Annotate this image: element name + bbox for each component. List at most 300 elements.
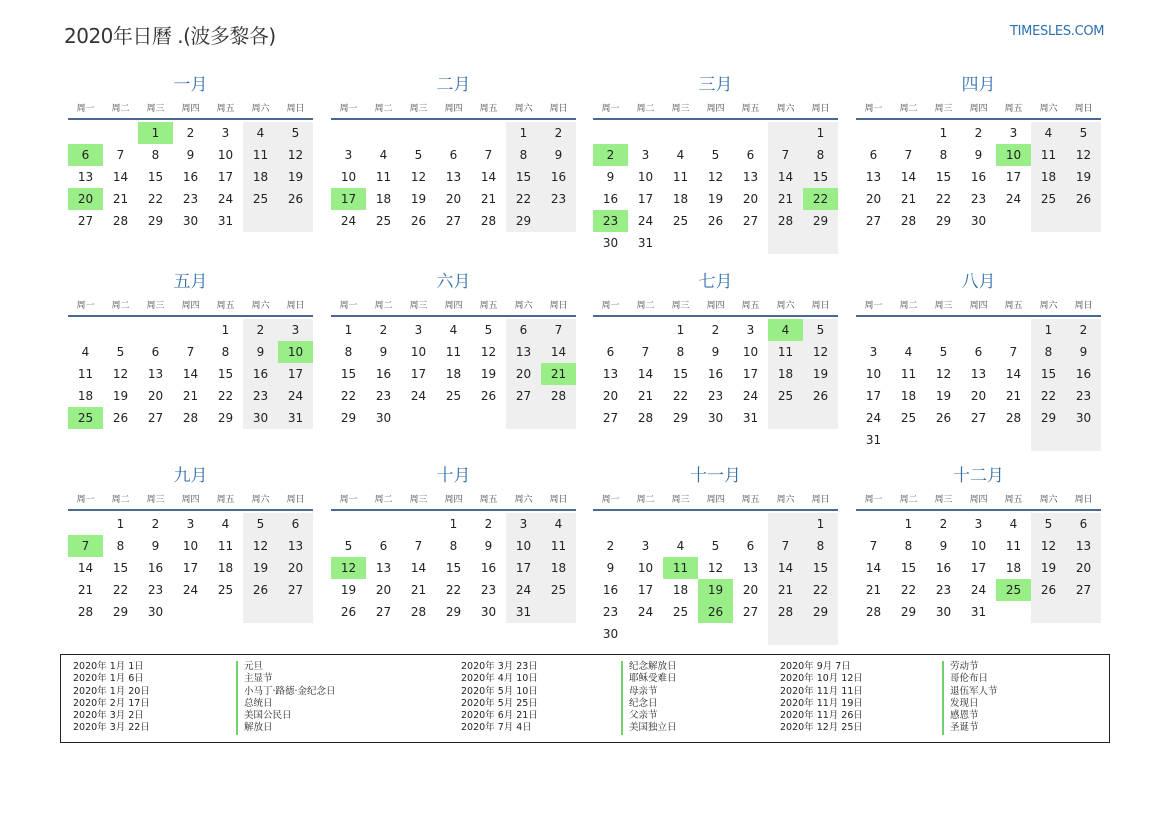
- day-cell[interactable]: 11: [375, 170, 392, 184]
- day-cell[interactable]: 28: [1005, 411, 1022, 425]
- day-cell[interactable]: 28: [768, 601, 803, 623]
- day-cell[interactable]: 23: [480, 583, 497, 597]
- day-cell[interactable]: 28: [182, 411, 199, 425]
- day-cell[interactable]: 16: [707, 367, 724, 381]
- day-cell[interactable]: 25: [68, 407, 103, 429]
- day-cell[interactable]: 17: [506, 557, 541, 579]
- day-cell[interactable]: 9: [541, 144, 576, 166]
- day-cell[interactable]: 24: [1005, 192, 1022, 206]
- day-cell[interactable]: 14: [865, 561, 882, 575]
- day-cell[interactable]: 24: [278, 385, 313, 407]
- day-cell[interactable]: 29: [1031, 407, 1066, 429]
- day-cell[interactable]: 3: [278, 319, 313, 341]
- day-cell[interactable]: 12: [803, 341, 838, 363]
- day-cell[interactable]: 16: [541, 166, 576, 188]
- day-cell[interactable]: 18: [541, 557, 576, 579]
- day-cell[interactable]: 30: [480, 605, 497, 619]
- day-cell[interactable]: 5: [1066, 122, 1101, 144]
- day-cell[interactable]: 10: [278, 341, 313, 363]
- day-cell[interactable]: 28: [865, 605, 882, 619]
- day-cell[interactable]: 27: [506, 385, 541, 407]
- day-cell[interactable]: 13: [1066, 535, 1101, 557]
- day-cell[interactable]: 2: [243, 319, 278, 341]
- day-cell[interactable]: 26: [707, 214, 724, 228]
- day-cell[interactable]: 18: [217, 561, 234, 575]
- day-cell[interactable]: 22: [1031, 385, 1066, 407]
- day-cell[interactable]: 18: [900, 389, 917, 403]
- day-cell[interactable]: 28: [410, 605, 427, 619]
- day-cell[interactable]: 19: [278, 166, 313, 188]
- day-cell[interactable]: 25: [541, 579, 576, 601]
- day-cell[interactable]: 25: [900, 411, 917, 425]
- day-cell[interactable]: 27: [375, 605, 392, 619]
- day-cell[interactable]: 6: [746, 148, 755, 162]
- day-cell[interactable]: 16: [375, 367, 392, 381]
- day-cell[interactable]: 5: [414, 148, 423, 162]
- day-cell[interactable]: 16: [602, 192, 619, 206]
- day-cell[interactable]: 10: [865, 367, 882, 381]
- day-cell[interactable]: 4: [221, 517, 230, 531]
- day-cell[interactable]: 28: [768, 210, 803, 232]
- day-cell[interactable]: 21: [1005, 389, 1022, 403]
- day-cell[interactable]: 11: [217, 539, 234, 553]
- day-cell[interactable]: 22: [445, 583, 462, 597]
- day-cell[interactable]: 15: [506, 166, 541, 188]
- day-cell[interactable]: 15: [935, 170, 952, 184]
- day-cell[interactable]: 9: [151, 539, 160, 553]
- day-cell[interactable]: 8: [506, 144, 541, 166]
- day-cell[interactable]: 1: [116, 517, 125, 531]
- day-cell[interactable]: 17: [970, 561, 987, 575]
- day-cell[interactable]: 5: [803, 319, 838, 341]
- day-cell[interactable]: 14: [768, 557, 803, 579]
- day-cell[interactable]: 20: [602, 389, 619, 403]
- day-cell[interactable]: 16: [1066, 363, 1101, 385]
- day-cell[interactable]: 13: [278, 535, 313, 557]
- day-cell[interactable]: 19: [1031, 557, 1066, 579]
- day-cell[interactable]: 15: [672, 367, 689, 381]
- day-cell[interactable]: 1: [803, 122, 838, 144]
- day-cell[interactable]: 12: [1031, 535, 1066, 557]
- day-cell[interactable]: 21: [480, 192, 497, 206]
- day-cell[interactable]: 15: [803, 166, 838, 188]
- day-cell[interactable]: 18: [445, 367, 462, 381]
- day-cell[interactable]: 6: [151, 345, 160, 359]
- day-cell[interactable]: 4: [81, 345, 90, 359]
- day-cell[interactable]: 14: [480, 170, 497, 184]
- day-cell[interactable]: 5: [711, 148, 720, 162]
- day-cell[interactable]: 4: [768, 319, 803, 341]
- day-cell[interactable]: 10: [742, 345, 759, 359]
- day-cell[interactable]: 3: [974, 517, 983, 531]
- day-cell[interactable]: 12: [707, 561, 724, 575]
- day-cell[interactable]: 9: [243, 341, 278, 363]
- day-cell[interactable]: 26: [803, 385, 838, 407]
- day-cell[interactable]: 3: [414, 323, 423, 337]
- day-cell[interactable]: 1: [221, 323, 230, 337]
- day-cell[interactable]: 2: [186, 126, 195, 140]
- day-cell[interactable]: 5: [484, 323, 493, 337]
- day-cell[interactable]: 6: [869, 148, 878, 162]
- day-cell[interactable]: 6: [974, 345, 983, 359]
- day-cell[interactable]: 21: [900, 192, 917, 206]
- day-cell[interactable]: 10: [340, 170, 357, 184]
- day-cell[interactable]: 30: [602, 627, 619, 641]
- day-cell[interactable]: 12: [243, 535, 278, 557]
- day-cell[interactable]: 11: [541, 535, 576, 557]
- day-cell[interactable]: 4: [676, 148, 685, 162]
- day-cell[interactable]: 13: [147, 367, 164, 381]
- day-cell[interactable]: 27: [742, 605, 759, 619]
- day-cell[interactable]: 17: [217, 170, 234, 184]
- day-cell[interactable]: 26: [698, 601, 733, 623]
- day-cell[interactable]: 25: [672, 214, 689, 228]
- day-cell[interactable]: 25: [768, 385, 803, 407]
- day-cell[interactable]: 29: [672, 411, 689, 425]
- day-cell[interactable]: 7: [641, 345, 650, 359]
- day-cell[interactable]: 31: [506, 601, 541, 623]
- day-cell[interactable]: 21: [77, 583, 94, 597]
- day-cell[interactable]: 20: [742, 192, 759, 206]
- day-cell[interactable]: 19: [698, 579, 733, 601]
- day-cell[interactable]: 2: [939, 517, 948, 531]
- day-cell[interactable]: 19: [935, 389, 952, 403]
- day-cell[interactable]: 28: [77, 605, 94, 619]
- day-cell[interactable]: 20: [68, 188, 103, 210]
- day-cell[interactable]: 24: [506, 579, 541, 601]
- day-cell[interactable]: 16: [970, 170, 987, 184]
- day-cell[interactable]: 31: [278, 407, 313, 429]
- day-cell[interactable]: 27: [970, 411, 987, 425]
- day-cell[interactable]: 24: [637, 605, 654, 619]
- day-cell[interactable]: 26: [112, 411, 129, 425]
- day-cell[interactable]: 13: [445, 170, 462, 184]
- day-cell[interactable]: 16: [602, 583, 619, 597]
- day-cell[interactable]: 25: [996, 579, 1031, 601]
- day-cell[interactable]: 14: [182, 367, 199, 381]
- day-cell[interactable]: 23: [147, 583, 164, 597]
- day-cell[interactable]: 15: [147, 170, 164, 184]
- day-cell[interactable]: 15: [1031, 363, 1066, 385]
- day-cell[interactable]: 30: [182, 214, 199, 228]
- day-cell[interactable]: 7: [484, 148, 493, 162]
- day-cell[interactable]: 15: [900, 561, 917, 575]
- day-cell[interactable]: 11: [243, 144, 278, 166]
- day-cell[interactable]: 27: [742, 214, 759, 228]
- day-cell[interactable]: 19: [112, 389, 129, 403]
- day-cell[interactable]: 20: [742, 583, 759, 597]
- day-cell[interactable]: 14: [541, 341, 576, 363]
- day-cell[interactable]: 4: [243, 122, 278, 144]
- day-cell[interactable]: 18: [1031, 166, 1066, 188]
- day-cell[interactable]: 20: [147, 389, 164, 403]
- day-cell[interactable]: 26: [480, 389, 497, 403]
- day-cell[interactable]: 13: [77, 170, 94, 184]
- day-cell[interactable]: 16: [935, 561, 952, 575]
- day-cell[interactable]: 2: [379, 323, 388, 337]
- day-cell[interactable]: 7: [186, 345, 195, 359]
- day-cell[interactable]: 22: [217, 389, 234, 403]
- day-cell[interactable]: 9: [484, 539, 493, 553]
- day-cell[interactable]: 3: [641, 539, 650, 553]
- day-cell[interactable]: 7: [68, 535, 103, 557]
- day-cell[interactable]: 9: [186, 148, 195, 162]
- day-cell[interactable]: 22: [340, 389, 357, 403]
- day-cell[interactable]: 8: [803, 535, 838, 557]
- day-cell[interactable]: 5: [243, 513, 278, 535]
- day-cell[interactable]: 12: [935, 367, 952, 381]
- day-cell[interactable]: 14: [900, 170, 917, 184]
- day-cell[interactable]: 21: [865, 583, 882, 597]
- day-cell[interactable]: 29: [445, 605, 462, 619]
- day-cell[interactable]: 7: [1009, 345, 1018, 359]
- day-cell[interactable]: 10: [217, 148, 234, 162]
- day-cell[interactable]: 15: [445, 561, 462, 575]
- day-cell[interactable]: 28: [480, 214, 497, 228]
- day-cell[interactable]: 27: [77, 214, 94, 228]
- day-cell[interactable]: 18: [672, 192, 689, 206]
- day-cell[interactable]: 23: [593, 210, 628, 232]
- day-cell[interactable]: 2: [974, 126, 983, 140]
- day-cell[interactable]: 8: [116, 539, 125, 553]
- day-cell[interactable]: 30: [1066, 407, 1101, 429]
- day-cell[interactable]: 9: [379, 345, 388, 359]
- day-cell[interactable]: 15: [217, 367, 234, 381]
- day-cell[interactable]: 3: [869, 345, 878, 359]
- day-cell[interactable]: 24: [865, 411, 882, 425]
- day-cell[interactable]: 1: [676, 323, 685, 337]
- day-cell[interactable]: 22: [900, 583, 917, 597]
- day-cell[interactable]: 11: [77, 367, 94, 381]
- day-cell[interactable]: 22: [672, 389, 689, 403]
- day-cell[interactable]: 2: [606, 539, 615, 553]
- day-cell[interactable]: 24: [970, 583, 987, 597]
- day-cell[interactable]: 18: [77, 389, 94, 403]
- day-cell[interactable]: 14: [77, 561, 94, 575]
- day-cell[interactable]: 10: [506, 535, 541, 557]
- day-cell[interactable]: 20: [278, 557, 313, 579]
- day-cell[interactable]: 29: [217, 411, 234, 425]
- day-cell[interactable]: 19: [480, 367, 497, 381]
- day-cell[interactable]: 13: [506, 341, 541, 363]
- day-cell[interactable]: 8: [939, 148, 948, 162]
- day-cell[interactable]: 2: [593, 144, 628, 166]
- day-cell[interactable]: 26: [410, 214, 427, 228]
- day-cell[interactable]: 7: [414, 539, 423, 553]
- day-cell[interactable]: 17: [637, 192, 654, 206]
- day-cell[interactable]: 17: [1005, 170, 1022, 184]
- day-cell[interactable]: 5: [278, 122, 313, 144]
- day-cell[interactable]: 26: [1031, 579, 1066, 601]
- day-cell[interactable]: 21: [112, 192, 129, 206]
- day-cell[interactable]: 26: [243, 579, 278, 601]
- day-cell[interactable]: 15: [112, 561, 129, 575]
- day-cell[interactable]: 18: [375, 192, 392, 206]
- day-cell[interactable]: 3: [506, 513, 541, 535]
- day-cell[interactable]: 22: [935, 192, 952, 206]
- day-cell[interactable]: 8: [449, 539, 458, 553]
- day-cell[interactable]: 6: [278, 513, 313, 535]
- day-cell[interactable]: 1: [939, 126, 948, 140]
- day-cell[interactable]: 29: [506, 210, 541, 232]
- day-cell[interactable]: 2: [151, 517, 160, 531]
- day-cell[interactable]: 7: [904, 148, 913, 162]
- day-cell[interactable]: 29: [935, 214, 952, 228]
- day-cell[interactable]: 10: [182, 539, 199, 553]
- day-cell[interactable]: 4: [379, 148, 388, 162]
- day-cell[interactable]: 29: [900, 605, 917, 619]
- day-cell[interactable]: 23: [182, 192, 199, 206]
- day-cell[interactable]: 4: [541, 513, 576, 535]
- day-cell[interactable]: 11: [1005, 539, 1022, 553]
- day-cell[interactable]: 25: [672, 605, 689, 619]
- day-cell[interactable]: 22: [803, 188, 838, 210]
- day-cell[interactable]: 23: [243, 385, 278, 407]
- day-cell[interactable]: 8: [221, 345, 230, 359]
- day-cell[interactable]: 27: [147, 411, 164, 425]
- day-cell[interactable]: 11: [768, 341, 803, 363]
- day-cell[interactable]: 4: [904, 345, 913, 359]
- day-cell[interactable]: 20: [865, 192, 882, 206]
- day-cell[interactable]: 9: [974, 148, 983, 162]
- day-cell[interactable]: 18: [672, 583, 689, 597]
- day-cell[interactable]: 11: [672, 170, 689, 184]
- day-cell[interactable]: 31: [637, 236, 654, 250]
- day-cell[interactable]: 23: [935, 583, 952, 597]
- day-cell[interactable]: 30: [375, 411, 392, 425]
- day-cell[interactable]: 3: [1009, 126, 1018, 140]
- day-cell[interactable]: 10: [637, 561, 654, 575]
- day-cell[interactable]: 9: [1066, 341, 1101, 363]
- day-cell[interactable]: 26: [1066, 188, 1101, 210]
- day-cell[interactable]: 19: [410, 192, 427, 206]
- day-cell[interactable]: 3: [344, 148, 353, 162]
- day-cell[interactable]: 8: [344, 345, 353, 359]
- day-cell[interactable]: 6: [68, 144, 103, 166]
- day-cell[interactable]: 6: [506, 319, 541, 341]
- day-cell[interactable]: 10: [410, 345, 427, 359]
- day-cell[interactable]: 1: [1031, 319, 1066, 341]
- day-cell[interactable]: 26: [278, 188, 313, 210]
- day-cell[interactable]: 17: [182, 561, 199, 575]
- site-link[interactable]: TIMESLES.COM: [1010, 24, 1105, 39]
- day-cell[interactable]: 30: [935, 605, 952, 619]
- day-cell[interactable]: 8: [151, 148, 160, 162]
- day-cell[interactable]: 19: [803, 363, 838, 385]
- day-cell[interactable]: 7: [768, 535, 803, 557]
- day-cell[interactable]: 31: [970, 605, 987, 619]
- day-cell[interactable]: 1: [803, 513, 838, 535]
- day-cell[interactable]: 13: [602, 367, 619, 381]
- day-cell[interactable]: 28: [900, 214, 917, 228]
- day-cell[interactable]: 29: [803, 210, 838, 232]
- day-cell[interactable]: 23: [970, 192, 987, 206]
- day-cell[interactable]: 24: [217, 192, 234, 206]
- day-cell[interactable]: 30: [147, 605, 164, 619]
- day-cell[interactable]: 30: [602, 236, 619, 250]
- day-cell[interactable]: 5: [344, 539, 353, 553]
- day-cell[interactable]: 7: [116, 148, 125, 162]
- day-cell[interactable]: 27: [865, 214, 882, 228]
- day-cell[interactable]: 9: [606, 561, 615, 575]
- day-cell[interactable]: 24: [742, 389, 759, 403]
- day-cell[interactable]: 21: [637, 389, 654, 403]
- day-cell[interactable]: 14: [1005, 367, 1022, 381]
- day-cell[interactable]: 9: [606, 170, 615, 184]
- day-cell[interactable]: 11: [445, 345, 462, 359]
- day-cell[interactable]: 23: [541, 188, 576, 210]
- day-cell[interactable]: 30: [243, 407, 278, 429]
- day-cell[interactable]: 3: [746, 323, 755, 337]
- day-cell[interactable]: 4: [449, 323, 458, 337]
- day-cell[interactable]: 22: [147, 192, 164, 206]
- day-cell[interactable]: 14: [637, 367, 654, 381]
- day-cell[interactable]: 12: [480, 345, 497, 359]
- day-cell[interactable]: 25: [375, 214, 392, 228]
- day-cell[interactable]: 24: [182, 583, 199, 597]
- day-cell[interactable]: 5: [939, 345, 948, 359]
- day-cell[interactable]: 17: [865, 389, 882, 403]
- day-cell[interactable]: 23: [602, 605, 619, 619]
- day-cell[interactable]: 8: [904, 539, 913, 553]
- day-cell[interactable]: 12: [112, 367, 129, 381]
- day-cell[interactable]: 6: [1066, 513, 1101, 535]
- day-cell[interactable]: 23: [375, 389, 392, 403]
- day-cell[interactable]: 20: [506, 363, 541, 385]
- day-cell[interactable]: 16: [243, 363, 278, 385]
- day-cell[interactable]: 25: [1031, 188, 1066, 210]
- day-cell[interactable]: 20: [1066, 557, 1101, 579]
- day-cell[interactable]: 2: [711, 323, 720, 337]
- day-cell[interactable]: 21: [182, 389, 199, 403]
- day-cell[interactable]: 29: [803, 601, 838, 623]
- day-cell[interactable]: 22: [803, 579, 838, 601]
- day-cell[interactable]: 20: [445, 192, 462, 206]
- day-cell[interactable]: 11: [1031, 144, 1066, 166]
- day-cell[interactable]: 18: [768, 363, 803, 385]
- day-cell[interactable]: 1: [138, 122, 173, 144]
- day-cell[interactable]: 19: [340, 583, 357, 597]
- day-cell[interactable]: 1: [449, 517, 458, 531]
- day-cell[interactable]: 22: [112, 583, 129, 597]
- day-cell[interactable]: 16: [480, 561, 497, 575]
- day-cell[interactable]: 28: [112, 214, 129, 228]
- day-cell[interactable]: 26: [340, 605, 357, 619]
- day-cell[interactable]: 16: [182, 170, 199, 184]
- day-cell[interactable]: 11: [900, 367, 917, 381]
- day-cell[interactable]: 31: [865, 433, 882, 447]
- day-cell[interactable]: 1: [506, 122, 541, 144]
- day-cell[interactable]: 9: [711, 345, 720, 359]
- day-cell[interactable]: 26: [935, 411, 952, 425]
- day-cell[interactable]: 24: [410, 389, 427, 403]
- day-cell[interactable]: 21: [768, 188, 803, 210]
- day-cell[interactable]: 2: [1066, 319, 1101, 341]
- day-cell[interactable]: 6: [379, 539, 388, 553]
- day-cell[interactable]: 17: [637, 583, 654, 597]
- day-cell[interactable]: 31: [742, 411, 759, 425]
- day-cell[interactable]: 12: [1066, 144, 1101, 166]
- day-cell[interactable]: 8: [803, 144, 838, 166]
- day-cell[interactable]: 12: [331, 557, 366, 579]
- day-cell[interactable]: 28: [541, 385, 576, 407]
- day-cell[interactable]: 5: [116, 345, 125, 359]
- day-cell[interactable]: 22: [506, 188, 541, 210]
- day-cell[interactable]: 13: [865, 170, 882, 184]
- day-cell[interactable]: 29: [147, 214, 164, 228]
- day-cell[interactable]: 13: [375, 561, 392, 575]
- day-cell[interactable]: 1: [344, 323, 353, 337]
